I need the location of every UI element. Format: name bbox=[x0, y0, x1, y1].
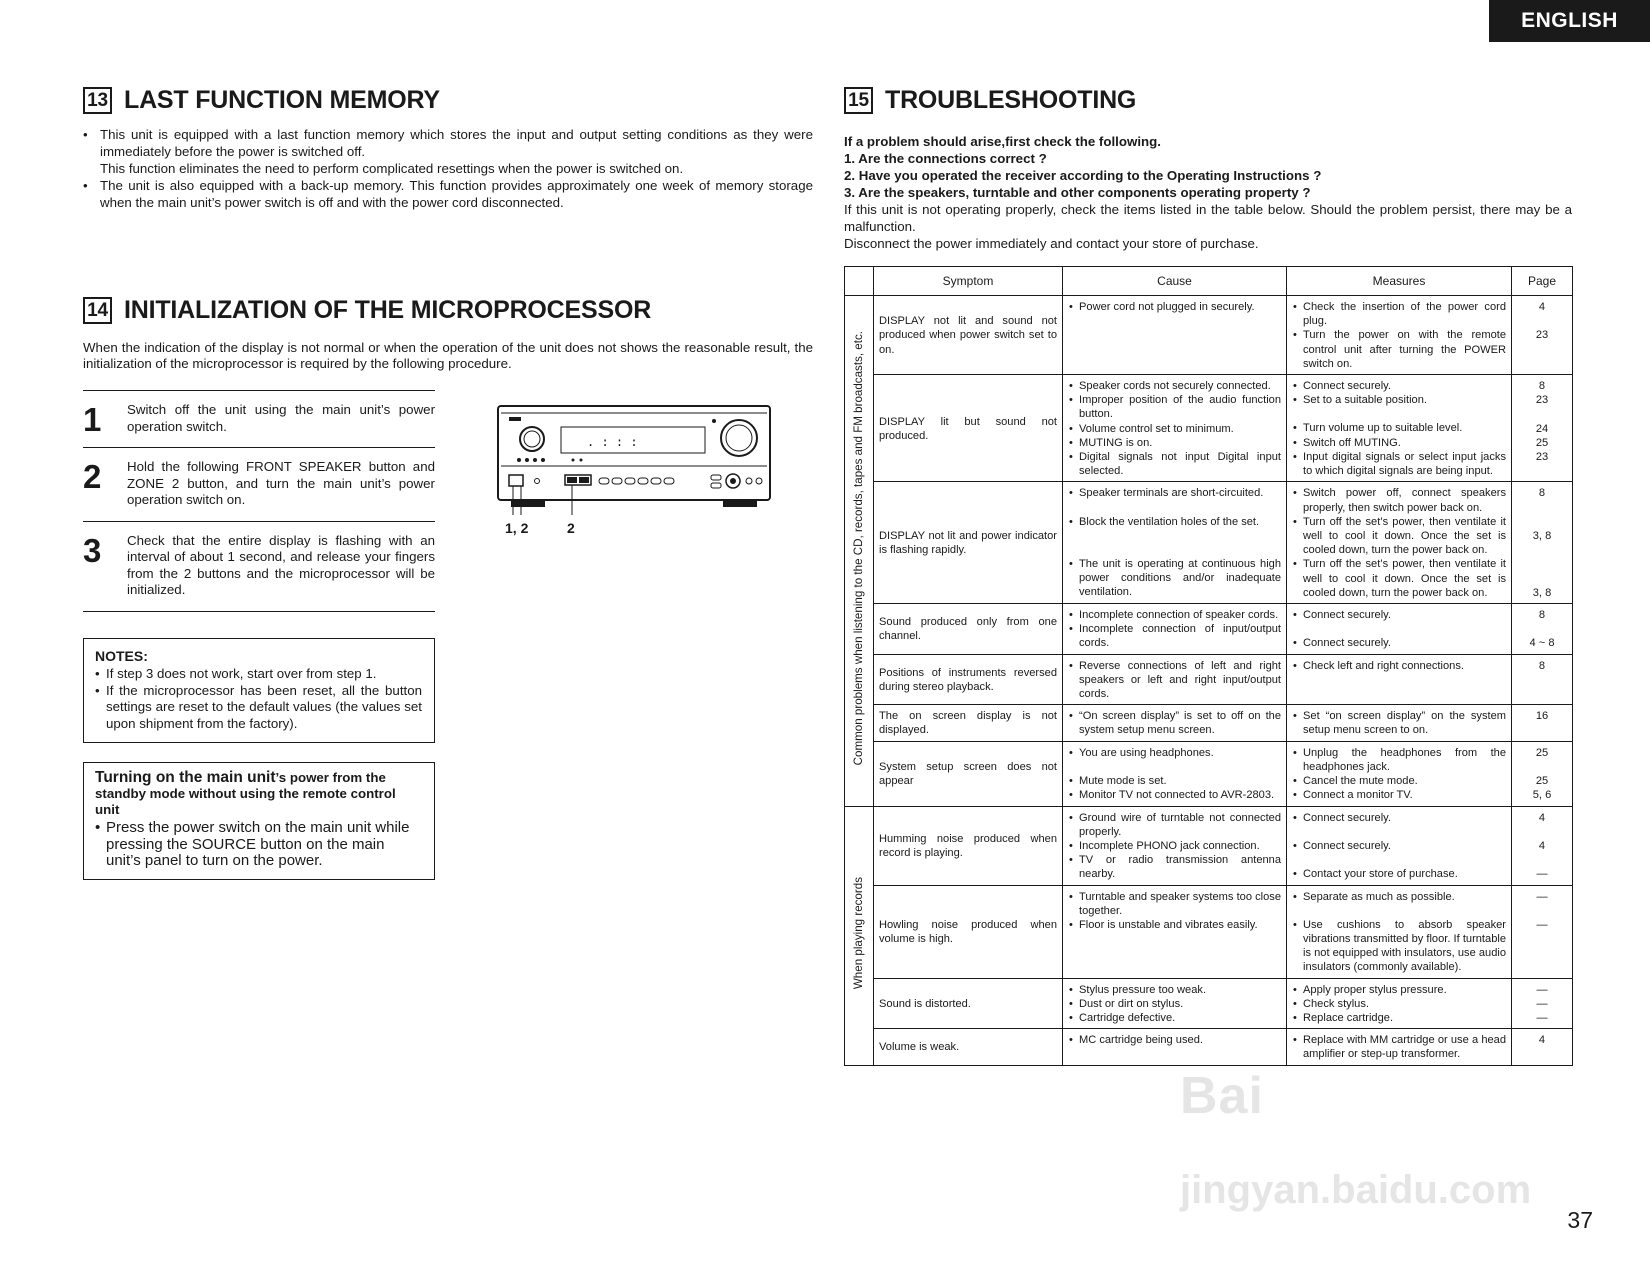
page-cell bbox=[1512, 741, 1573, 806]
page-cell bbox=[1512, 705, 1573, 741]
diagram-label-2: 2 bbox=[567, 520, 575, 536]
symptom-cell: DISPLAY lit but sound not produced. bbox=[874, 375, 1063, 482]
measures-cell bbox=[1287, 806, 1512, 885]
watermark-logo: Bai bbox=[1180, 1067, 1264, 1125]
measure-item: • Replace cartridge. bbox=[1292, 1011, 1506, 1025]
measure-item: • Cancel the mute mode. bbox=[1292, 774, 1506, 788]
cause-cell bbox=[1063, 741, 1287, 806]
page-ref: 3, 8 bbox=[1532, 530, 1552, 543]
page-cell bbox=[1512, 654, 1573, 705]
page-ref: 24 bbox=[1535, 422, 1549, 435]
power-on-tip-title bbox=[95, 770, 423, 818]
cause-item: • Digital signals not input Digital input selected. bbox=[1068, 450, 1281, 478]
measure-item: • Check stylus. bbox=[1292, 997, 1506, 1011]
cause-item: • Speaker terminals are short-circuited. bbox=[1068, 486, 1281, 500]
measure-item: • Set “on screen display” on the system setup menu screen to on. bbox=[1292, 709, 1506, 737]
power-on-tip-body: • Press the power switch on the main unit while pressing the SOURCE button on the main unit’s panel to turn on the power. bbox=[95, 820, 423, 870]
measure-item: • Switch power off, connect speakers properly, then switch power back on. bbox=[1292, 486, 1506, 514]
step-2-text: Hold the following FRONT SPEAKER button and ZONE 2 button, and turn the main unit’s power operation switch on. bbox=[127, 459, 435, 507]
measures-cell bbox=[1287, 978, 1512, 1029]
symptom-cell: Volume is weak. bbox=[874, 1029, 1063, 1065]
cause-item: • Turntable and speaker systems too close together. bbox=[1068, 890, 1281, 918]
measure-item: • Connect securely. bbox=[1292, 636, 1506, 650]
step-1-text: Switch off the unit using the main unit’s power operation switch. bbox=[127, 402, 435, 434]
page-cell bbox=[1512, 296, 1573, 375]
cause-item: • Monitor TV not connected to AVR-2803. bbox=[1068, 788, 1281, 802]
step-2-number: 2 bbox=[83, 458, 102, 495]
power-on-tip-title-main: Turning on the main unit bbox=[95, 769, 276, 786]
measure-item: • Apply proper stylus pressure. bbox=[1292, 983, 1506, 997]
page-cell bbox=[1512, 978, 1573, 1029]
check-item: 1. Are the connections correct ? bbox=[844, 151, 1047, 166]
page-number: 37 bbox=[1567, 1207, 1593, 1233]
measure-item: • Turn off the set’s power, then ventilate it well to cool it down. Once the set is cooled down, turn the power back on. bbox=[1292, 557, 1506, 600]
symptom-cell: Positions of instruments reversed during stereo playback. bbox=[874, 654, 1063, 705]
page-ref: — bbox=[1536, 868, 1548, 881]
section-13-title bbox=[83, 86, 440, 115]
cause-item: • Ground wire of turntable not connected properly. bbox=[1068, 811, 1281, 839]
initialization-steps bbox=[83, 390, 435, 612]
cause-item: • Mute mode is set. bbox=[1068, 774, 1281, 788]
measures-cell bbox=[1287, 375, 1512, 482]
section-14-intro: When the indication of the display is not normal or when the operation of the unit does not shows the reasonable result, the initialization of the microprocessor is required by the following procedure. bbox=[83, 340, 813, 371]
cause-item: • The unit is operating at continuous high power conditions and/or inadequate ventilation. bbox=[1068, 557, 1281, 600]
measure-item: • Turn off the set’s power, then ventilate it well to cool it down. Once the set is cooled down, turn the power back on. bbox=[1292, 515, 1506, 558]
cause-item: • MUTING is on. bbox=[1068, 436, 1281, 450]
symptom-cell: System setup screen does not appear bbox=[874, 741, 1063, 806]
symptom-cell: The on screen display is not displayed. bbox=[874, 705, 1063, 741]
power-on-tip-box bbox=[83, 762, 435, 880]
page-ref: 4 bbox=[1538, 839, 1546, 852]
table-row bbox=[845, 604, 1573, 655]
section-13-bullet-2: • The unit is also equipped with a back-up memory. This function provides approximately one week of memory storage when the main unit’s power switch is off and with the power cord disconnected. bbox=[83, 177, 813, 211]
table-row bbox=[845, 741, 1573, 806]
receiver-illustration bbox=[497, 405, 772, 540]
table-row bbox=[845, 296, 1573, 375]
cause-cell bbox=[1063, 978, 1287, 1029]
section-13-body bbox=[83, 126, 813, 211]
page-ref: 8 bbox=[1538, 380, 1546, 393]
cause-item: • Block the ventilation holes of the set. bbox=[1068, 515, 1281, 529]
cause-cell bbox=[1063, 885, 1287, 978]
symptom-cell: Sound produced only from one channel. bbox=[874, 604, 1063, 655]
table-row bbox=[845, 1029, 1573, 1065]
header-symptom: Symptom bbox=[874, 267, 1063, 296]
measure-item: • Switch off MUTING. bbox=[1292, 436, 1506, 450]
table-row bbox=[845, 375, 1573, 482]
section-13-bullet-1: • This unit is equipped with a last function memory which stores the input and output setting conditions as they were immediately before the power is switched off. bbox=[83, 126, 813, 160]
measure-item: • Connect securely. bbox=[1292, 379, 1506, 393]
page-ref: 4 bbox=[1538, 811, 1546, 824]
cause-cell bbox=[1063, 1029, 1287, 1065]
measure-item: • Separate as much as possible. bbox=[1292, 890, 1506, 904]
svg-text:. : : :: . : : : bbox=[587, 435, 638, 449]
measure-item: • Use cushions to absorb speaker vibrations transmitted by floor. If turntable is not equipped with insulators, use audio insulators (commonly available). bbox=[1292, 918, 1506, 975]
section-15-heading: TROUBLESHOOTING bbox=[885, 86, 1137, 114]
cause-item: • Power cord not plugged in securely. bbox=[1068, 300, 1281, 314]
measure-item: • Turn the power on with the remote control unit after turning the POWER switch on. bbox=[1292, 328, 1506, 371]
measure-item: • Connect a monitor TV. bbox=[1292, 788, 1506, 802]
power-on-tip-title-rest: ’s power from the standby mode without using the remote control unit bbox=[95, 770, 396, 817]
table-row bbox=[845, 482, 1573, 604]
section-13-bullet-1-cont: This function eliminates the need to perform complicated resettings when the power is switched on. bbox=[100, 161, 684, 176]
section-14-title bbox=[83, 296, 651, 325]
measure-item: • Connect securely. bbox=[1292, 608, 1506, 622]
cause-item: • Reverse connections of left and right speakers or left and right input/output cords. bbox=[1068, 659, 1281, 702]
symptom-cell: Howling noise produced when volume is high. bbox=[874, 885, 1063, 978]
page-cell bbox=[1512, 482, 1573, 604]
measure-item: • Set to a suitable position. bbox=[1292, 393, 1506, 407]
page-ref: — bbox=[1536, 890, 1548, 903]
cause-item: • You are using headphones. bbox=[1068, 746, 1281, 760]
cause-item: • MC cartridge being used. bbox=[1068, 1033, 1281, 1047]
page-ref: 4 bbox=[1538, 1034, 1546, 1047]
troubleshooting-note-1: If this unit is not operating properly, check the items listed in the table below. Should the problem persist, there may be a malfunction. bbox=[844, 202, 1572, 234]
page-ref: 4 bbox=[1538, 301, 1546, 313]
page-ref: 25 bbox=[1535, 436, 1549, 449]
cause-item: • Incomplete connection of speaker cords. bbox=[1068, 608, 1281, 622]
cause-item: • “On screen display” is set to off on the system setup menu screen. bbox=[1068, 709, 1281, 737]
table-row bbox=[845, 978, 1573, 1029]
page-cell bbox=[1512, 885, 1573, 978]
notes-title: NOTES: bbox=[95, 648, 148, 664]
step-3-text: Check that the entire display is flashing with an interval of about 1 second, and release your fingers from the 2 buttons and the microprocessor will be initialized. bbox=[127, 532, 435, 597]
header-cause: Cause bbox=[1063, 267, 1287, 296]
page-ref: 23 bbox=[1535, 451, 1549, 464]
page-ref: 23 bbox=[1535, 329, 1549, 342]
table-header-row bbox=[845, 267, 1573, 296]
step-3 bbox=[83, 521, 435, 612]
page-ref: 3, 8 bbox=[1532, 586, 1552, 599]
page-ref: 23 bbox=[1535, 394, 1549, 407]
page-ref: 8 bbox=[1538, 487, 1546, 500]
cause-item: • Floor is unstable and vibrates easily. bbox=[1068, 918, 1281, 932]
step-2 bbox=[83, 447, 435, 521]
measures-cell bbox=[1287, 1029, 1512, 1065]
measure-item: • Contact your store of purchase. bbox=[1292, 867, 1506, 881]
cause-cell bbox=[1063, 654, 1287, 705]
step-3-number: 3 bbox=[83, 531, 102, 569]
check-item: 2. Have you operated the receiver according to the Operating Instructions ? bbox=[844, 168, 1322, 183]
measure-item: • Input digital signals or select input jacks to which digital signals are being input. bbox=[1292, 450, 1506, 478]
step-1 bbox=[83, 390, 435, 447]
language-tab: ENGLISH bbox=[1489, 0, 1650, 42]
table-row bbox=[845, 654, 1573, 705]
note-item: • If the microprocessor has been reset, all the button settings are reset to the default values (the values set upon shipment from the factory). bbox=[95, 683, 422, 733]
cause-item: • Incomplete PHONO jack connection. bbox=[1068, 839, 1281, 853]
step-1-number: 1 bbox=[83, 401, 102, 438]
symptom-cell: DISPLAY not lit and power indicator is flashing rapidly. bbox=[874, 482, 1063, 604]
note-item: • If step 3 does not work, start over from step 1. bbox=[95, 666, 422, 683]
cause-item: • Stylus pressure too weak. bbox=[1068, 983, 1281, 997]
cause-item: • Cartridge defective. bbox=[1068, 1011, 1281, 1025]
watermark-url: jingyan.baidu.com bbox=[1180, 1168, 1532, 1212]
section-15-title bbox=[844, 86, 1136, 115]
page-cell bbox=[1512, 375, 1573, 482]
measures-cell bbox=[1287, 296, 1512, 375]
page-ref: — bbox=[1536, 1011, 1548, 1024]
cause-cell bbox=[1063, 375, 1287, 482]
page-cell bbox=[1512, 604, 1573, 655]
page-cell bbox=[1512, 1029, 1573, 1065]
cause-item: • Dust or dirt on stylus. bbox=[1068, 997, 1281, 1011]
cause-item: • Speaker cords not securely connected. bbox=[1068, 379, 1281, 393]
table-row bbox=[845, 885, 1573, 978]
page-ref: 25 bbox=[1535, 775, 1549, 788]
cause-cell bbox=[1063, 482, 1287, 604]
troubleshooting-lead: If a problem should arise,first check the following. bbox=[844, 134, 1161, 149]
table-row bbox=[845, 705, 1573, 741]
section-14-heading: INITIALIZATION OF THE MICROPROCESSOR bbox=[124, 296, 652, 324]
section-13-heading: LAST FUNCTION MEMORY bbox=[124, 86, 440, 114]
troubleshooting-table bbox=[844, 266, 1573, 1066]
group-label-records-text: When playing records bbox=[851, 877, 865, 990]
measure-item: • Check left and right connections. bbox=[1292, 659, 1506, 673]
check-item: 3. Are the speakers, turntable and other components operating property ? bbox=[844, 185, 1311, 200]
measure-item: • Check the insertion of the power cord plug. bbox=[1292, 300, 1506, 328]
section-14-number: 14 bbox=[83, 297, 112, 324]
cause-item: • TV or radio transmission antenna nearby. bbox=[1068, 853, 1281, 881]
symptom-cell: DISPLAY not lit and sound not produced when power switch set to on. bbox=[874, 296, 1063, 375]
measure-item: • Connect securely. bbox=[1292, 839, 1506, 853]
troubleshooting-intro bbox=[844, 133, 1572, 252]
page-ref: 16 bbox=[1535, 710, 1549, 723]
header-group bbox=[845, 267, 874, 296]
page-ref: 8 bbox=[1538, 609, 1546, 622]
page-ref: 25 bbox=[1535, 746, 1549, 759]
diagram-label-1-2: 1, 2 bbox=[505, 520, 529, 536]
measure-item: • Connect securely. bbox=[1292, 811, 1506, 825]
page-ref: — bbox=[1536, 918, 1548, 931]
cause-cell bbox=[1063, 296, 1287, 375]
group-label-common bbox=[845, 296, 874, 807]
measures-cell bbox=[1287, 482, 1512, 604]
group-label-common-text: Common problems when listening to the CD, records, tapes and FM broadcasts, etc. bbox=[851, 331, 865, 766]
section-13-number: 13 bbox=[83, 87, 112, 114]
symptom-cell: Sound is distorted. bbox=[874, 978, 1063, 1029]
header-page: Page bbox=[1512, 267, 1573, 296]
measures-cell bbox=[1287, 885, 1512, 978]
cause-cell bbox=[1063, 705, 1287, 741]
cause-cell bbox=[1063, 806, 1287, 885]
page-ref: 5, 6 bbox=[1532, 789, 1552, 802]
page-ref: — bbox=[1536, 997, 1548, 1010]
section-15-number: 15 bbox=[844, 87, 873, 114]
measures-cell bbox=[1287, 741, 1512, 806]
group-label-records bbox=[845, 806, 874, 1065]
cause-cell bbox=[1063, 604, 1287, 655]
header-measures: Measures bbox=[1287, 267, 1512, 296]
cause-item: • Volume control set to minimum. bbox=[1068, 422, 1281, 436]
measure-item: • Turn volume up to suitable level. bbox=[1292, 421, 1506, 435]
receiver-front-panel-diagram bbox=[497, 405, 772, 540]
notes-box bbox=[83, 638, 435, 743]
page-ref: 4 ~ 8 bbox=[1529, 637, 1555, 650]
measures-cell bbox=[1287, 705, 1512, 741]
page-ref: 8 bbox=[1538, 659, 1546, 672]
page-ref: — bbox=[1536, 983, 1548, 996]
measures-cell bbox=[1287, 604, 1512, 655]
cause-item: • Incomplete connection of input/output cords. bbox=[1068, 622, 1281, 650]
measures-cell bbox=[1287, 654, 1512, 705]
symptom-cell: Humming noise produced when record is playing. bbox=[874, 806, 1063, 885]
measure-item: • Unplug the headphones from the headphones jack. bbox=[1292, 746, 1506, 774]
measure-item: • Replace with MM cartridge or use a head amplifier or step-up transformer. bbox=[1292, 1033, 1506, 1061]
troubleshooting-note-2: Disconnect the power immediately and contact your store of purchase. bbox=[844, 236, 1259, 251]
page-cell bbox=[1512, 806, 1573, 885]
table-row bbox=[845, 806, 1573, 885]
cause-item: • Improper position of the audio function button. bbox=[1068, 393, 1281, 421]
